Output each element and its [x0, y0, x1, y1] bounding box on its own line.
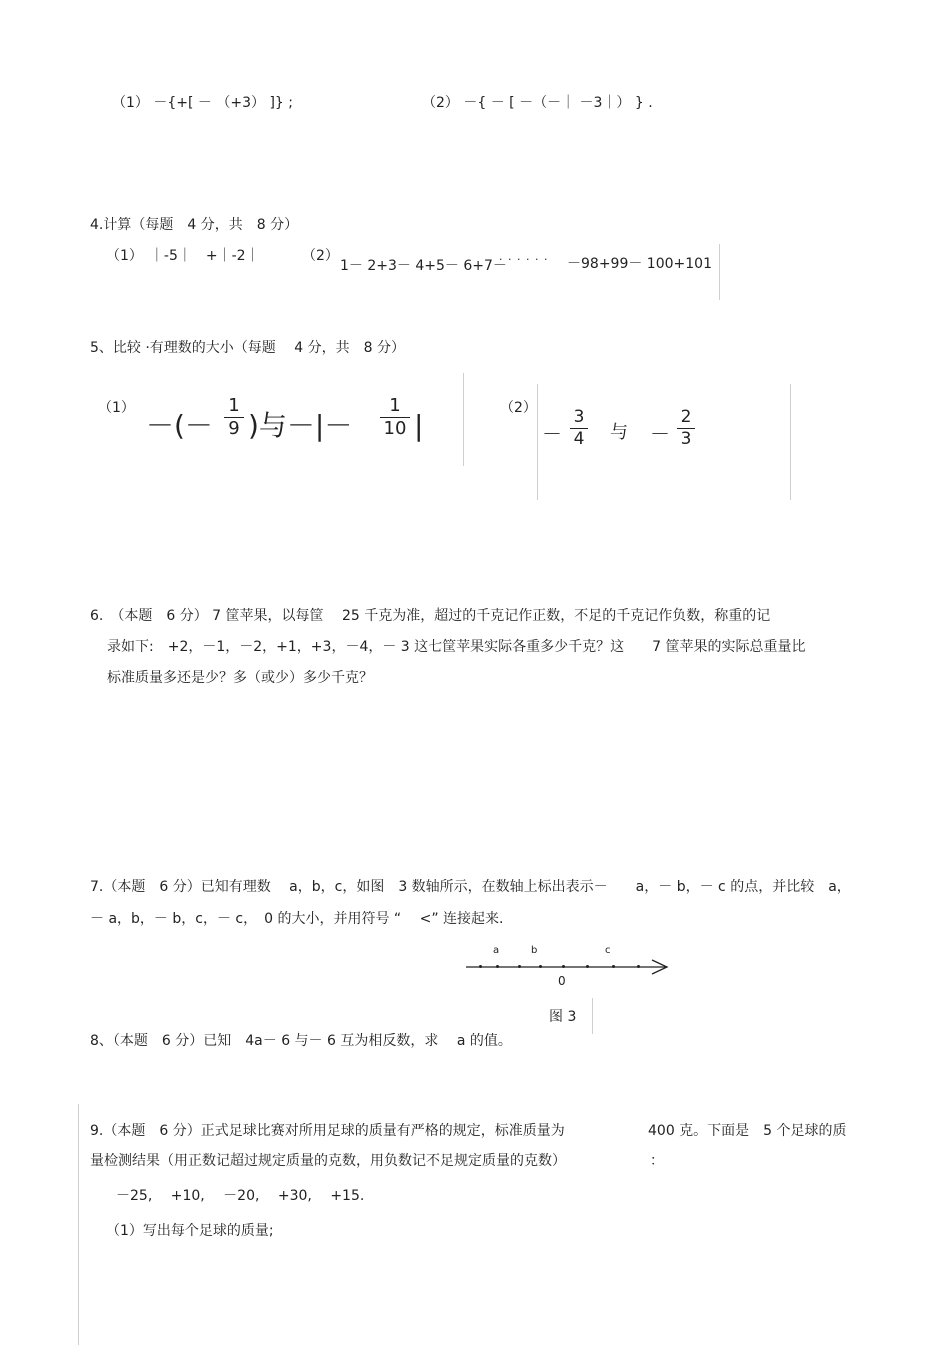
q5-divider-1	[463, 373, 464, 466]
tick-dot	[562, 965, 565, 968]
q3-part2: （2） －{ － [ －（－｜ －3｜） } .	[422, 95, 653, 111]
point-c-dot	[612, 965, 615, 968]
fraction-numerator: 1	[389, 395, 401, 416]
fraction-denominator: 10	[383, 418, 407, 439]
q5-divider-3	[790, 384, 791, 500]
tick-dot	[518, 965, 521, 968]
q9-line-1b: 400 克。下面是 5 个足球的质	[648, 1123, 847, 1139]
q9-values: －25, +10, －20, +30, +15.	[116, 1188, 365, 1204]
q7-line-1: 7.（本题 6 分）已知有理数 a，b，c，如图 3 数轴所示，在数轴上标出表示－ a，－ b，－ c 的点，并比较 a，	[90, 879, 851, 895]
fraction-denominator: 4	[573, 429, 585, 449]
tick-dot	[586, 965, 589, 968]
q6-line-2: 录如下: +2，－1，－2，+1，+3，－4，－ 3 这七筐苹果实际各重多少千克？这 7 筐苹果的实际总重量比	[107, 639, 806, 655]
q9-line-1: 9.（本题 6 分）正式足球比赛对所用足球的质量有严格的规定，标准质量为	[90, 1123, 565, 1139]
q9-sub-1: （1）写出每个足球的质量;	[106, 1223, 274, 1239]
figure-divider	[592, 998, 593, 1034]
q4-part2-label: （2）	[302, 248, 339, 264]
q5-part1-fraction-2	[380, 396, 410, 439]
q4-part1: （1） ｜-5｜ +｜-2｜	[106, 248, 260, 264]
q5-part1-expr-a: －(－	[146, 409, 213, 442]
q3-part1: （1） －{+[ － （+3） ]} ;	[112, 95, 293, 111]
fraction-numerator: 3	[573, 407, 585, 427]
point-b-dot	[539, 965, 542, 968]
q9-line-2: 量检测结果（用正数记超过规定质量的克数，用负数记不足规定质量的克数）	[90, 1153, 566, 1169]
q5-part2-neg-1: －	[542, 422, 562, 446]
q9-line-2b: ：	[650, 1153, 664, 1169]
label-zero: 0	[558, 974, 566, 988]
q6-line-1: 6. （本题 6 分） 7 筐苹果，以每筐 25 千克为准，超过的千克记作正数，不足的千克记作负数，称重的记	[90, 608, 771, 624]
q5-part1-expr-c: |	[414, 409, 424, 442]
label-b: b	[531, 945, 538, 956]
number-line-figure	[464, 940, 674, 992]
label-c: c	[605, 945, 611, 956]
q5-part1-label: （1）	[98, 400, 135, 416]
q5-part2-label: （2）	[500, 400, 537, 416]
fraction-numerator: 1	[228, 395, 240, 416]
q7-line-2: － a，b，－ b，c，－ c， 0 的大小，并用符号 “ <” 连接起来.	[90, 911, 504, 927]
q5-part2-with: 与	[610, 422, 628, 443]
q5-title: 5、比较 ·有理数的大小（每题 4 分，共 8 分）	[90, 340, 405, 356]
q8-line-1: 8、（本题 6 分）已知 4a－ 6 与－ 6 互为相反数，求 a 的值。	[90, 1033, 512, 1049]
q4-part2-end: －98+99－ 100+101	[567, 256, 712, 272]
fraction-denominator: 9	[228, 418, 240, 439]
q4-part2-dots: · · · · · ·	[499, 253, 549, 266]
q5-part1-expr-b: )与－|－	[248, 409, 353, 442]
q4-title: 4.计算（每题 4 分，共 8 分）	[90, 217, 299, 233]
point-a-dot	[496, 965, 499, 968]
tick-dot	[637, 965, 640, 968]
q6-line-3: 标准质量多还是少？多（或少）多少千克？	[107, 670, 373, 686]
q5-part2-fraction-2	[677, 408, 695, 449]
q5-part2-neg-2: －	[650, 422, 670, 446]
fraction-denominator: 3	[680, 429, 692, 449]
q5-part2-fraction-1	[570, 408, 588, 449]
q4-divider	[719, 244, 720, 300]
fraction-numerator: 2	[680, 407, 692, 427]
q5-divider-2	[537, 384, 538, 500]
q5-part1-fraction-1	[224, 396, 244, 439]
tick-dot	[479, 965, 482, 968]
left-margin-line	[78, 1104, 79, 1345]
label-a: a	[493, 945, 500, 956]
q4-part2-start: 1－ 2+3－ 4+5－ 6+7－	[340, 258, 507, 274]
figure-caption: 图 3	[549, 1009, 577, 1025]
